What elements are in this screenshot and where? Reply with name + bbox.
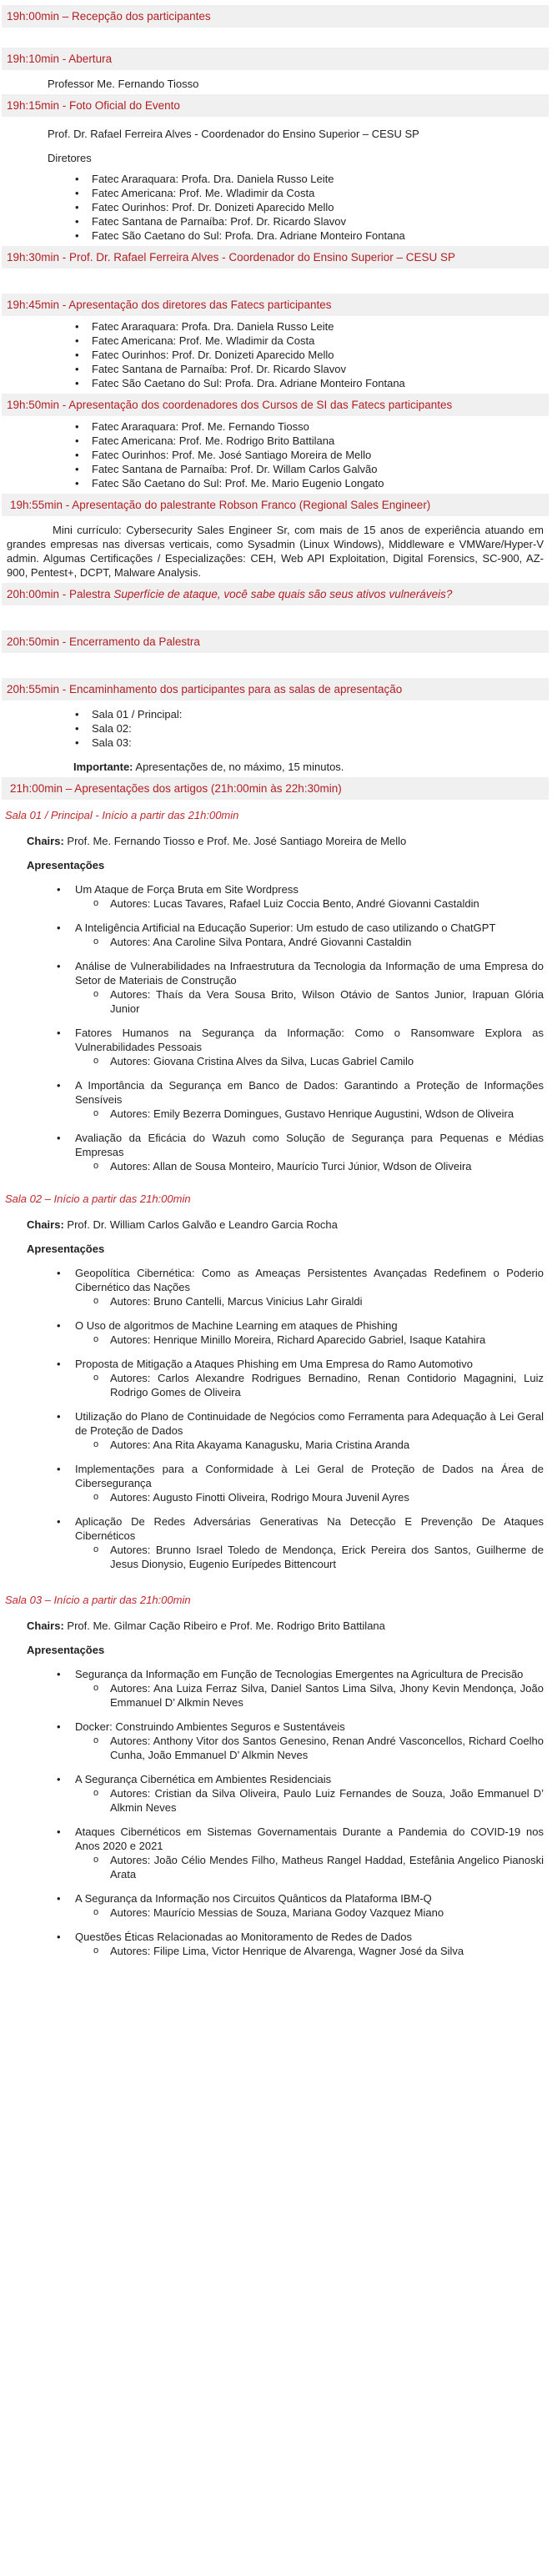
speaker-bio: Mini currículo: Cybersecurity Sales Engineer Sr, com mais de 15 anos de experiência atuando em grandes empresas nas diversas verticais, como Sysadmin (Linux Windows), Middleware e VMWare/Hyper-V admin. Algumas Certificações / Especializações: CEH, Web API Exploitation, Digital Forensics, SC-900, AZ-900, Pentest+, DCPT, Malware Analysis. <box>7 524 544 579</box>
schedule-coordinator-speech: 19h:30min - Prof. Dr. Rafael Ferreira Alves - Coordenador do Ensino Superior – CESU SP <box>2 246 549 269</box>
important-label: Importante: <box>73 761 133 773</box>
presentation-title: Um Ataque de Força Bruta em Site Wordpress <box>75 883 299 896</box>
room2-title: Sala 02 – Início a partir das 21h:00min <box>5 1193 191 1205</box>
list-item <box>2 1266 549 1308</box>
presentation-title: Proposta de Mitigação a Ataques Phishing em Uma Empresa do Ramo Automotivo <box>75 1358 473 1370</box>
list-item: • Fatec Araraquara: Prof. Me. Fernando Tiosso <box>2 419 549 434</box>
coordinators-list <box>2 419 549 490</box>
presentation-title: Avaliação da Eficácia do Wazuh como Solução de Segurança para Pequenas e Médias Empresas <box>75 1132 544 1158</box>
list-item: • Fatec São Caetano do Sul: Profa. Dra. Adriane Monteiro Fontana <box>2 228 549 243</box>
chairs-names: Prof. Me. Fernando Tiosso e Prof. Me. José Santiago Moreira de Mello <box>63 835 407 847</box>
presentation-authors: o Autores: Lucas Tavares, Rafael Luiz Coccia Bento, André Giovanni Castaldin <box>75 896 544 911</box>
list-item <box>2 1357 549 1399</box>
list-item: • Fatec Araraquara: Profa. Dra. Daniela Russo Leite <box>2 172 549 186</box>
chairs-names: Prof. Dr. William Carlos Galvão e Leandro Garcia Rocha <box>63 1218 338 1231</box>
opening-person: Professor Me. Fernando Tiosso <box>48 78 199 90</box>
room1-presentations <box>2 882 549 1173</box>
room2-presentations <box>2 1266 549 1571</box>
presentation-authors: o Autores: Bruno Cantelli, Marcus Vinicius Lahr Giraldi <box>75 1294 544 1308</box>
talk-title: Superfície de ataque, você sabe quais são seus ativos vulneráveis? <box>113 588 453 600</box>
presentation-title: A Inteligência Artificial na Educação Superior: Um estudo de caso utilizando o ChatGPT <box>75 921 496 934</box>
room3-presentations <box>2 1667 549 1958</box>
room2-chairs <box>27 1218 549 1232</box>
list-item: • Fatec Americana: Prof. Me. Rodrigo Brito Battilana <box>2 434 549 448</box>
list-item <box>2 1409 549 1452</box>
presentation-title: Utilização do Plano de Continuidade de Negócios como Ferramenta para Adequação à Lei Geral de Proteção de Dados <box>75 1410 544 1437</box>
list-item <box>2 1318 549 1347</box>
presentation-authors: o Autores: Henrique Minillo Moreira, Richard Aparecido Gabriel, Isaque Katahira <box>75 1333 544 1347</box>
list-item <box>2 1720 549 1762</box>
schedule-opening: 19h:10min - Abertura <box>2 48 549 70</box>
important-note <box>73 760 549 774</box>
list-item: • Fatec São Caetano do Sul: Prof. Me. Mario Eugenio Longato <box>2 476 549 490</box>
presentation-authors: o Autores: Thaís da Vera Sousa Brito, Wilson Otávio de Santos Junior, Irapuan Glória Junior <box>75 987 544 1016</box>
presentation-authors: o Autores: João Célio Mendes Filho, Matheus Rangel Haddad, Estefânia Angelico Pianoski Arata <box>75 1853 544 1881</box>
rooms-list <box>2 707 549 750</box>
list-item <box>2 882 549 911</box>
room1-chairs <box>27 834 549 848</box>
schedule-speaker-intro: 19h:55min - Apresentação do palestrante Robson Franco (Regional Sales Engineer) <box>2 494 549 516</box>
list-item <box>2 1772 549 1815</box>
presentation-title: Aplicação De Redes Adversárias Generativas Na Detecção E Prevenção De Ataques Cibernéticos <box>75 1515 544 1542</box>
presentation-title: Fatores Humanos na Segurança da Informação: Como o Ransomware Explora as Vulnerabilidades Pessoais <box>75 1027 544 1053</box>
important-text: Apresentações de, no máximo, 15 minutos. <box>133 761 344 773</box>
list-item <box>2 1026 549 1068</box>
photo-directors-list <box>2 172 549 243</box>
chairs-names: Prof. Me. Gilmar Cação Ribeiro e Prof. Me. Rodrigo Brito Battilana <box>63 1619 385 1632</box>
room2-presentations-label: Apresentações <box>27 1243 105 1255</box>
directors-label: Diretores <box>48 152 92 164</box>
list-item <box>2 1131 549 1173</box>
room3-presentations-label: Apresentações <box>27 1644 105 1656</box>
list-item <box>2 921 549 949</box>
list-item: • Fatec Araraquara: Profa. Dra. Daniela Russo Leite <box>2 319 549 334</box>
list-item <box>2 1667 549 1710</box>
list-item <box>2 1825 549 1881</box>
presentation-authors: o Autores: Maurício Messias de Souza, Mariana Godoy Vazquez Miano <box>75 1906 544 1920</box>
list-item <box>2 1514 549 1571</box>
chairs-label: Chairs: <box>27 835 64 847</box>
list-item <box>2 1930 549 1958</box>
presentation-authors: o Autores: Augusto Finotti Oliveira, Rodrigo Moura Juvenil Ayres <box>75 1490 544 1504</box>
presentation-authors: o Autores: Ana Luiza Ferraz Silva, Daniel Santos Lima Silva, Jhony Kevin Mendonça, João Emmanuel D’ Alkmin Neves <box>75 1681 544 1710</box>
schedule-room-routing: 20h:55min - Encaminhamento dos participantes para as salas de apresentação <box>2 678 549 700</box>
presentation-authors: o Autores: Carlos Alexandre Rodrigues Bernadino, Renan Contidorio Magagnini, Luiz Rodrigo Gomes de Oliveira <box>75 1371 544 1399</box>
presentation-authors: o Autores: Brunno Israel Toledo de Mendonça, Erick Pereira dos Santos, Guilherme de Jesus Dionysio, Eugenio Eurípedes Bittencourt <box>75 1543 544 1571</box>
talk-time: 20h:00min - Palestra <box>7 588 114 600</box>
list-item: • Fatec Ourinhos: Prof. Dr. Donizeti Aparecido Mello <box>2 348 549 362</box>
list-item: • Sala 03: <box>2 736 549 750</box>
presentation-title: A Segurança da Informação nos Circuitos Quânticos da Plataforma IBM-Q <box>75 1892 432 1905</box>
presentation-title: Análise de Vulnerabilidades na Infraestrutura da Tecnologia da Informação de uma Empresa do Setor de Materiais de Construção <box>75 960 544 987</box>
schedule-talk <box>2 583 549 605</box>
presentation-title: Ataques Cibernéticos em Sistemas Governamentais Durante a Pandemia do COVID-19 nos Anos 2020 e 2021 <box>75 1825 544 1852</box>
list-item: • Fatec Americana: Prof. Me. Wladimir da Costa <box>2 186 549 200</box>
list-item: • Fatec Santana de Parnaíba: Prof. Dr. Ricardo Slavov <box>2 214 549 228</box>
list-item: • Fatec Ourinhos: Prof. Dr. Donizeti Aparecido Mello <box>2 200 549 214</box>
chairs-label: Chairs: <box>27 1619 64 1632</box>
presentation-authors: o Autores: Cristian da Silva Oliveira, Paulo Luiz Fernandes de Souza, João Emmanuel D’ Alkmin Neves <box>75 1786 544 1815</box>
presentation-title: Segurança da Informação em Função de Tecnologias Emergentes na Agricultura de Precisão <box>75 1668 524 1680</box>
schedule-reception: 19h:00min – Recepção dos participantes <box>2 5 549 28</box>
presentation-authors: o Autores: Giovana Cristina Alves da Silva, Lucas Gabriel Camilo <box>75 1054 544 1068</box>
list-item <box>2 1891 549 1920</box>
schedule-coordinators: 19h:50min - Apresentação dos coordenadores dos Cursos de SI das Fatecs participantes <box>2 394 549 416</box>
chairs-label: Chairs: <box>27 1218 64 1231</box>
presentation-title: Docker: Construindo Ambientes Seguros e Sustentáveis <box>75 1720 345 1733</box>
room3-title: Sala 03 – Início a partir das 21h:00min <box>5 1594 191 1606</box>
presentation-title: A Importância da Segurança em Banco de Dados: Garantindo a Proteção de Informações Sensíveis <box>75 1079 544 1106</box>
schedule-articles: 21h:00min – Apresentações dos artigos (21h:00min às 22h:30min) <box>2 777 549 800</box>
directors-list <box>2 319 549 390</box>
schedule-talk-end: 20h:50min - Encerramento da Palestra <box>2 630 549 653</box>
list-item: • Sala 02: <box>2 721 549 736</box>
room3-chairs <box>27 1619 549 1633</box>
list-item: • Fatec São Caetano do Sul: Profa. Dra. Adriane Monteiro Fontana <box>2 376 549 390</box>
list-item <box>2 959 549 1016</box>
presentation-authors: o Autores: Allan de Sousa Monteiro, Maurício Turci Júnior, Wdson de Oliveira <box>75 1159 544 1173</box>
presentation-authors: o Autores: Ana Rita Akayama Kanagusku, Maria Cristina Aranda <box>75 1438 544 1452</box>
list-item: • Sala 01 / Principal: <box>2 707 549 721</box>
photo-coordinator: Prof. Dr. Rafael Ferreira Alves - Coordenador do Ensino Superior – CESU SP <box>48 128 419 140</box>
room1-title: Sala 01 / Principal - Início a partir das 21h:00min <box>5 809 239 821</box>
list-item: • Fatec Ourinhos: Prof. Me. José Santiago Moreira de Mello <box>2 448 549 462</box>
list-item <box>2 1078 549 1121</box>
presentation-authors: o Autores: Emily Bezerra Domingues, Gustavo Henrique Augustini, Wdson de Oliveira <box>75 1107 544 1121</box>
presentation-authors: o Autores: Anthony Vitor dos Santos Genesino, Renan André Vasconcellos, Richard Coelho Cunha, João Emmanuel D’ Alkmin Neves <box>75 1734 544 1762</box>
presentation-title: O Uso de algoritmos de Machine Learning em ataques de Phishing <box>75 1319 398 1332</box>
schedule-photo: 19h:15min - Foto Oficial do Evento <box>2 94 549 117</box>
room1-presentations-label: Apresentações <box>27 859 105 871</box>
list-item: • Fatec Santana de Parnaíba: Prof. Dr. Willam Carlos Galvão <box>2 462 549 476</box>
presentation-title: A Segurança Cibernética em Ambientes Residenciais <box>75 1773 332 1785</box>
list-item: • Fatec Santana de Parnaíba: Prof. Dr. Ricardo Slavov <box>2 362 549 376</box>
presentation-title: Implementações para a Conformidade à Lei Geral de Proteção de Dados na Área de Cibersegurança <box>75 1463 544 1489</box>
presentation-authors: o Autores: Ana Caroline Silva Pontara, André Giovanni Castaldin <box>75 935 544 949</box>
list-item: • Fatec Americana: Prof. Me. Wladimir da Costa <box>2 334 549 348</box>
list-item <box>2 1462 549 1504</box>
presentation-title: Questões Éticas Relacionadas ao Monitoramento de Redes de Dados <box>75 1931 412 1943</box>
schedule-directors: 19h:45min - Apresentação dos diretores das Fatecs participantes <box>2 294 549 316</box>
presentation-title: Geopolítica Cibernética: Como as Ameaças Persistentes Avançadas Redefinem o Poderio Cibernético das Nações <box>75 1267 544 1293</box>
presentation-authors: o Autores: Filipe Lima, Victor Henrique de Alvarenga, Wagner José da Silva <box>75 1944 544 1958</box>
